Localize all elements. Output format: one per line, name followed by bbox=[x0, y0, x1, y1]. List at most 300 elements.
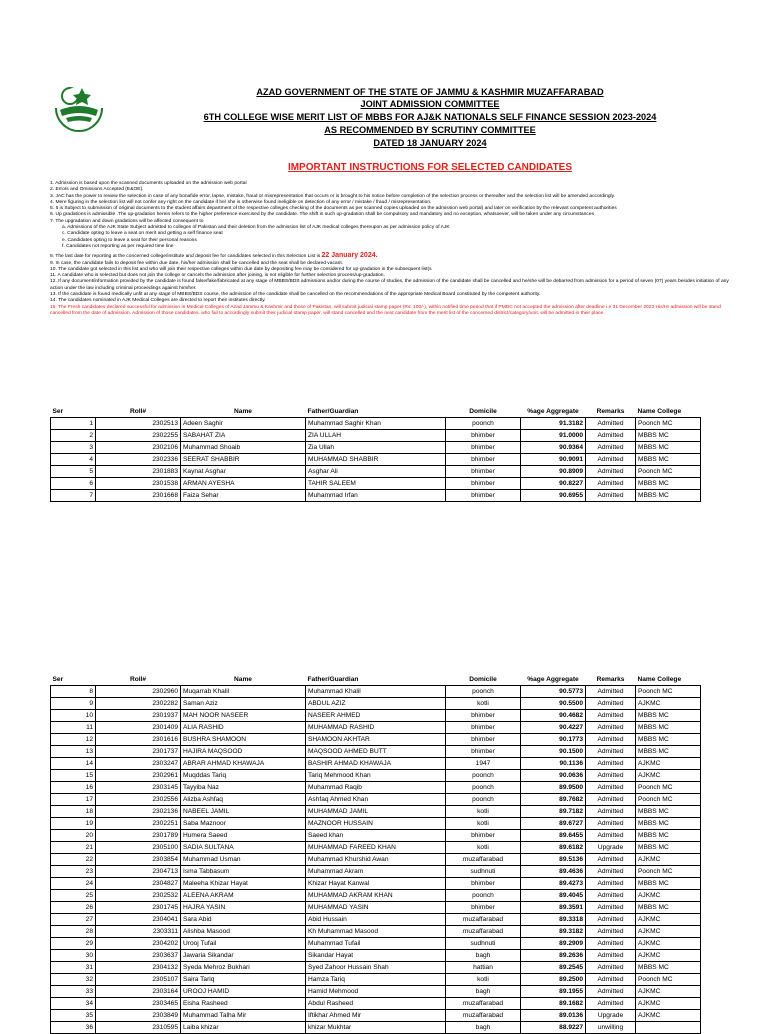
column-header-ser: Ser bbox=[52, 675, 64, 683]
cell-candidate-name: ALIA RASHID bbox=[181, 722, 306, 734]
column-header-roll-no: Roll# bbox=[129, 407, 147, 415]
cell-aggregate: 89.2500 bbox=[521, 974, 586, 986]
cell-aggregate: 89.4273 bbox=[521, 878, 586, 890]
cell-college: MBBS MC bbox=[636, 842, 701, 854]
cell-candidate-name: Faiza Sehar bbox=[181, 490, 306, 502]
table-row bbox=[51, 466, 701, 478]
cell-ser: 23 bbox=[51, 866, 96, 878]
cell-remarks: Admitted bbox=[586, 830, 636, 842]
cell-college: MBBS MC bbox=[636, 430, 701, 442]
cell-domicile: kotli bbox=[446, 818, 521, 830]
table-row bbox=[51, 842, 701, 854]
table-row bbox=[51, 454, 701, 466]
cell-father-guardian: Muhammad Khalil bbox=[306, 686, 446, 698]
cell-father-guardian: khizar Mukhtar bbox=[306, 1022, 446, 1034]
cell-father-guardian: MAQSOOD AHMED BUTT bbox=[306, 746, 446, 758]
cell-ser: 27 bbox=[51, 914, 96, 926]
cell-remarks: Admitted bbox=[586, 710, 636, 722]
cell-father-guardian: Saeed khan bbox=[306, 830, 446, 842]
cell-aggregate: 90.1773 bbox=[521, 734, 586, 746]
table-row bbox=[51, 442, 701, 454]
table-row bbox=[51, 478, 701, 490]
column-header-ser: Ser bbox=[52, 407, 64, 415]
table-row bbox=[51, 998, 701, 1010]
cell-ser: 28 bbox=[51, 926, 96, 938]
cell-ser: 30 bbox=[51, 950, 96, 962]
cell-aggregate: 90.5773 bbox=[521, 686, 586, 698]
cell-aggregate: 89.9500 bbox=[521, 782, 586, 794]
cell-domicile: kotli bbox=[446, 842, 521, 854]
cell-aggregate: 89.3182 bbox=[521, 926, 586, 938]
cell-candidate-name: ABRAR AHMAD KHAWAJA bbox=[181, 758, 306, 770]
cell-remarks: Admitted bbox=[586, 998, 636, 1010]
cell-ser: 7 bbox=[51, 490, 96, 502]
cell-domicile: poonch bbox=[446, 782, 521, 794]
cell-father-guardian: Iftikhar Ahmed Mir bbox=[306, 1010, 446, 1022]
cell-remarks: Admitted bbox=[586, 890, 636, 902]
cell-roll-no: 2303164 bbox=[96, 986, 181, 998]
cell-college: Poonch MC bbox=[636, 794, 701, 806]
cell-aggregate: 89.4045 bbox=[521, 890, 586, 902]
cell-remarks: unwilling bbox=[586, 1022, 636, 1034]
cell-remarks: Admitted bbox=[586, 758, 636, 770]
cell-ser: 6 bbox=[51, 478, 96, 490]
header-list-title: 6TH COLLEGE WISE MERIT LIST OF MBBS FOR AJ&K NATIONALS SELF FINANCE SESSION 2023-2024 bbox=[203, 112, 657, 122]
cell-aggregate: 89.1955 bbox=[521, 986, 586, 998]
cell-remarks: Admitted bbox=[586, 734, 636, 746]
table-row bbox=[51, 686, 701, 698]
cell-candidate-name: Muqarrab Khalil bbox=[181, 686, 306, 698]
cell-college: MBBS MC bbox=[636, 454, 701, 466]
cell-domicile: muzaffarabad bbox=[446, 998, 521, 1010]
cell-remarks: Admitted bbox=[586, 698, 636, 710]
cell-father-guardian: Tariq Mehmood Khan bbox=[306, 770, 446, 782]
cell-ser: 17 bbox=[51, 794, 96, 806]
cell-aggregate: 89.2909 bbox=[521, 938, 586, 950]
instructions-title: IMPORTANT INSTRUCTIONS FOR SELECTED CANDIDATES bbox=[287, 162, 573, 173]
column-header-remarks: Remarks bbox=[596, 675, 625, 683]
cell-domicile: kotli bbox=[446, 974, 521, 986]
cell-ser: 10 bbox=[51, 710, 96, 722]
table-row bbox=[51, 962, 701, 974]
cell-father-guardian: Syed Zahoor Hussain Shah bbox=[306, 962, 446, 974]
cell-ser: 1 bbox=[51, 418, 96, 430]
cell-father-guardian: TAHIR SALEEM bbox=[306, 478, 446, 490]
cell-domicile: bhimber bbox=[446, 490, 521, 502]
table-row bbox=[51, 902, 701, 914]
cell-remarks: Admitted bbox=[586, 938, 636, 950]
cell-domicile: bhimber bbox=[446, 746, 521, 758]
cell-ser: 24 bbox=[51, 878, 96, 890]
cell-college: AJKMC bbox=[636, 914, 701, 926]
table-row bbox=[51, 418, 701, 430]
cell-college: AJKMC bbox=[636, 986, 701, 998]
cell-aggregate: 90.4227 bbox=[521, 722, 586, 734]
cell-candidate-name: Muhammad Shoaib bbox=[181, 442, 306, 454]
cell-father-guardian: MUHAMMAD JAMIL bbox=[306, 806, 446, 818]
cell-roll-no: 2304713 bbox=[96, 866, 181, 878]
cell-college: AJKMC bbox=[636, 758, 701, 770]
header-government: AZAD GOVERNMENT OF THE STATE OF JAMMU & KASHMIR MUZAFFARABAD bbox=[256, 87, 604, 97]
table-row bbox=[51, 806, 701, 818]
table-row bbox=[51, 794, 701, 806]
cell-aggregate: 89.4636 bbox=[521, 866, 586, 878]
cell-roll-no: 2304041 bbox=[96, 914, 181, 926]
cell-roll-no: 2305100 bbox=[96, 842, 181, 854]
instruction-3: 3. JAC has the power to review the selection in case of any bonafide error, lapse, mistake, fraud or misrepresentation that occurs or is brought to his notice before completion of the selection process or thereafter and the selection list will be amended accordingly. bbox=[50, 193, 616, 199]
column-header-candidate-name: Name bbox=[234, 407, 252, 415]
merit-table-2 bbox=[50, 674, 701, 1034]
cell-father-guardian: Abid Hussain bbox=[306, 914, 446, 926]
cell-candidate-name: Sara Abid bbox=[181, 914, 306, 926]
cell-remarks: Admitted bbox=[586, 902, 636, 914]
table-row bbox=[51, 782, 701, 794]
cell-roll-no: 2302282 bbox=[96, 698, 181, 710]
cell-aggregate: 89.1682 bbox=[521, 998, 586, 1010]
cell-college: MBBS MC bbox=[636, 830, 701, 842]
cell-remarks: Admitted bbox=[586, 490, 636, 502]
table-row bbox=[51, 746, 701, 758]
cell-aggregate: 89.5136 bbox=[521, 854, 586, 866]
cell-remarks: Admitted bbox=[586, 770, 636, 782]
cell-college: MBBS MC bbox=[636, 734, 701, 746]
cell-college: MBBS MC bbox=[636, 962, 701, 974]
cell-remarks: Admitted bbox=[586, 806, 636, 818]
table-row bbox=[51, 866, 701, 878]
cell-college: AJKMC bbox=[636, 770, 701, 782]
cell-domicile: 1947 bbox=[446, 758, 521, 770]
cell-candidate-name: Saba Maznoor bbox=[181, 818, 306, 830]
column-header-college: Name College bbox=[637, 675, 682, 683]
table-header-row bbox=[51, 406, 701, 418]
cell-college bbox=[636, 1022, 701, 1034]
instruction-14: 14. The candidates nominated in AJK Medical Colleges are directed to report their institutes directly. bbox=[50, 298, 266, 304]
cell-domicile: kotli bbox=[446, 698, 521, 710]
cell-candidate-name: SEERAT SHABBIR bbox=[181, 454, 306, 466]
table-row bbox=[51, 974, 701, 986]
cell-aggregate: 90.6955 bbox=[521, 490, 586, 502]
instruction-7: 7. The upgradation and down gradations will be affected consequent to bbox=[50, 218, 204, 224]
cell-candidate-name: NABEEL JAMIL bbox=[181, 806, 306, 818]
cell-ser: 2 bbox=[51, 430, 96, 442]
cell-domicile: bhimber bbox=[446, 902, 521, 914]
column-header-college: Name College bbox=[637, 407, 682, 415]
cell-domicile: bhimber bbox=[446, 430, 521, 442]
cell-remarks: Admitted bbox=[586, 454, 636, 466]
cell-roll-no: 2301937 bbox=[96, 710, 181, 722]
cell-aggregate: 89.2636 bbox=[521, 950, 586, 962]
cell-remarks: Admitted bbox=[586, 950, 636, 962]
cell-college: AJKMC bbox=[636, 938, 701, 950]
column-header-candidate-name: Name bbox=[234, 675, 252, 683]
cell-father-guardian: BASHIR AHMAD KHAWAJA bbox=[306, 758, 446, 770]
cell-roll-no: 2303465 bbox=[96, 998, 181, 1010]
cell-ser: 29 bbox=[51, 938, 96, 950]
table-row bbox=[51, 722, 701, 734]
cell-domicile: hattian bbox=[446, 962, 521, 974]
cell-college: MBBS MC bbox=[636, 478, 701, 490]
cell-aggregate: 90.1136 bbox=[521, 758, 586, 770]
cell-ser: 22 bbox=[51, 854, 96, 866]
cell-father-guardian: MUHAMMAD YASIN bbox=[306, 902, 446, 914]
header-date: DATED 18 JANUARY 2024 bbox=[373, 138, 487, 148]
cell-college: Poonch MC bbox=[636, 686, 701, 698]
cell-remarks: Admitted bbox=[586, 866, 636, 878]
cell-remarks: Admitted bbox=[586, 686, 636, 698]
cell-aggregate: 89.6727 bbox=[521, 818, 586, 830]
cell-father-guardian: Abdul Rasheed bbox=[306, 998, 446, 1010]
table-row bbox=[51, 890, 701, 902]
cell-roll-no: 2302961 bbox=[96, 770, 181, 782]
cell-college: MBBS MC bbox=[636, 878, 701, 890]
cell-candidate-name: Eisha Rasheed bbox=[181, 998, 306, 1010]
cell-father-guardian: Ashfaq Ahmed Khan bbox=[306, 794, 446, 806]
cell-father-guardian: NASEER AHMED bbox=[306, 710, 446, 722]
table-row bbox=[51, 818, 701, 830]
table-row bbox=[51, 830, 701, 842]
table-row bbox=[51, 1010, 701, 1022]
cell-aggregate: 90.4682 bbox=[521, 710, 586, 722]
cell-roll-no: 2303854 bbox=[96, 854, 181, 866]
cell-ser: 31 bbox=[51, 962, 96, 974]
table-row bbox=[51, 986, 701, 998]
cell-ser: 19 bbox=[51, 818, 96, 830]
cell-roll-no: 2303311 bbox=[96, 926, 181, 938]
cell-roll-no: 2302532 bbox=[96, 890, 181, 902]
cell-domicile: poonch bbox=[446, 686, 521, 698]
instruction-7a: a. Admissions of the AJK State Subject admitted to colleges of Pakistan and their deletion from the admission list of AJK medical colleges thereupon as per admission policy of AJK bbox=[62, 225, 450, 231]
cell-college: MBBS MC bbox=[636, 818, 701, 830]
table-header-row bbox=[51, 674, 701, 686]
cell-college: MBBS MC bbox=[636, 806, 701, 818]
cell-roll-no: 2301668 bbox=[96, 490, 181, 502]
column-header-domicile: Domicile bbox=[469, 675, 497, 683]
cell-remarks: Admitted bbox=[586, 442, 636, 454]
table-row bbox=[51, 926, 701, 938]
cell-college: MBBS MC bbox=[636, 442, 701, 454]
cell-ser: 18 bbox=[51, 806, 96, 818]
cell-domicile: bhimber bbox=[446, 466, 521, 478]
reporting-deadline: 22 January 2024. bbox=[321, 252, 378, 260]
cell-remarks: Admitted bbox=[586, 878, 636, 890]
cell-aggregate: 89.6455 bbox=[521, 830, 586, 842]
column-header-roll-no: Roll# bbox=[129, 675, 147, 683]
cell-college: Poonch MC bbox=[636, 866, 701, 878]
header-recommended: AS RECOMMENDED BY SCRUTINY COMMITTEE bbox=[324, 125, 536, 135]
cell-aggregate: 91.0000 bbox=[521, 430, 586, 442]
cell-college: AJKMC bbox=[636, 890, 701, 902]
cell-roll-no: 2303637 bbox=[96, 950, 181, 962]
cell-roll-no: 2301409 bbox=[96, 722, 181, 734]
cell-college: AJKMC bbox=[636, 698, 701, 710]
cell-college: Poonch MC bbox=[636, 466, 701, 478]
cell-father-guardian: ZIA ULLAH bbox=[306, 430, 446, 442]
instruction-8 bbox=[50, 253, 740, 260]
table-row bbox=[51, 698, 701, 710]
cell-remarks: Admitted bbox=[586, 466, 636, 478]
cell-domicile: bhimber bbox=[446, 830, 521, 842]
cell-father-guardian: Hamid Mehmood bbox=[306, 986, 446, 998]
cell-father-guardian: Khizar Hayat Kanwal bbox=[306, 878, 446, 890]
table-row bbox=[51, 914, 701, 926]
cell-father-guardian: MUHAMMAD AKRAM KHAN bbox=[306, 890, 446, 902]
cell-remarks: Admitted bbox=[586, 818, 636, 830]
table-row bbox=[51, 758, 701, 770]
cell-ser: 35 bbox=[51, 1010, 96, 1022]
instruction-2: 2. Errors and Omissions Accepted (E&OE). bbox=[50, 187, 144, 193]
cell-ser: 26 bbox=[51, 902, 96, 914]
cell-roll-no: 2304827 bbox=[96, 878, 181, 890]
instruction-9: 9. In case, the candidate fails to deposit fee within due date, his/her admission shall be cancelled and the seat shall be declared vacant. bbox=[50, 260, 344, 266]
cell-roll-no: 2301737 bbox=[96, 746, 181, 758]
cell-domicile: poonch bbox=[446, 890, 521, 902]
cell-roll-no: 2303849 bbox=[96, 1010, 181, 1022]
cell-ser: 13 bbox=[51, 746, 96, 758]
cell-candidate-name: Saira Tariq bbox=[181, 974, 306, 986]
cell-father-guardian: Muhammad Khurshid Awan bbox=[306, 854, 446, 866]
cell-father-guardian: MUHAMMAD SHABBIR bbox=[306, 454, 446, 466]
cell-aggregate: 90.0636 bbox=[521, 770, 586, 782]
column-header-domicile: Domicile bbox=[469, 407, 497, 415]
cell-father-guardian: Kh Muhammad Masood bbox=[306, 926, 446, 938]
cell-domicile: poonch bbox=[446, 418, 521, 430]
cell-candidate-name: Jawaria Sikandar bbox=[181, 950, 306, 962]
cell-college: AJKMC bbox=[636, 998, 701, 1010]
cell-father-guardian: MAZNOOR HUSSAIN bbox=[306, 818, 446, 830]
cell-domicile: bhimber bbox=[446, 710, 521, 722]
instruction-13: 13. If the candidate is found medically unfit at any stage of MBBS/BDS course, the admission of the candidate shall be cancelled on the recommendations of the appropriate Medical Board constituted by the competent authority. bbox=[50, 292, 541, 298]
column-header-father-guardian: Father/Guardian bbox=[307, 407, 359, 415]
cell-domicile: muzaffarabad bbox=[446, 854, 521, 866]
cell-aggregate: 89.2545 bbox=[521, 962, 586, 974]
cell-ser: 20 bbox=[51, 830, 96, 842]
cell-domicile: bhimber bbox=[446, 478, 521, 490]
cell-roll-no: 2301789 bbox=[96, 830, 181, 842]
cell-ser: 25 bbox=[51, 890, 96, 902]
cell-remarks: Admitted bbox=[586, 430, 636, 442]
cell-ser: 11 bbox=[51, 722, 96, 734]
cell-college: MBBS MC bbox=[636, 722, 701, 734]
column-header-aggregate: %age Aggregate bbox=[527, 407, 579, 415]
instruction-1: 1. Admission is based upon the scanned documents uploaded on the admission web portal bbox=[50, 181, 247, 186]
cell-ser: 12 bbox=[51, 734, 96, 746]
cell-aggregate: 89.0136 bbox=[521, 1010, 586, 1022]
cell-college: Poonch MC bbox=[636, 782, 701, 794]
cell-father-guardian: Muhammad Tufail bbox=[306, 938, 446, 950]
cell-domicile: sudhnuti bbox=[446, 938, 521, 950]
column-header-aggregate: %age Aggregate bbox=[527, 675, 579, 683]
cell-aggregate: 90.8227 bbox=[521, 478, 586, 490]
cell-candidate-name: Humera Saeed bbox=[181, 830, 306, 842]
cell-father-guardian: Muhammad Akram bbox=[306, 866, 446, 878]
cell-remarks: Admitted bbox=[586, 914, 636, 926]
cell-aggregate: 89.7682 bbox=[521, 794, 586, 806]
ajk-emblem-logo bbox=[48, 78, 110, 140]
cell-roll-no: 2301538 bbox=[96, 478, 181, 490]
cell-roll-no: 2302960 bbox=[96, 686, 181, 698]
instruction-15: 15. The Fresh candidates declared successful for admission in Medical Colleges of Azad Jammu & Kashmir and those of Pakistan, will submit judicial stamp paper (Rs. 100/-), within notified time period that if PMDC not accepted the admission after deadline i.e 31 December 2023 His/Hr admission will be stand cancelled from the date of admission. Admission of those candidates, who fail to accordingly submit their judicial stamp paper, will stand cancelled and the next candidate from the merit list of the concerned district/category/unit, will be admitted in their place. bbox=[50, 304, 721, 316]
cell-roll-no: 2304202 bbox=[96, 938, 181, 950]
cell-domicile: bhimber bbox=[446, 722, 521, 734]
cell-candidate-name: Adeen Saghir bbox=[181, 418, 306, 430]
cell-remarks: Admitted bbox=[586, 986, 636, 998]
cell-aggregate: 91.3182 bbox=[521, 418, 586, 430]
cell-aggregate: 89.6182 bbox=[521, 842, 586, 854]
table-row bbox=[51, 430, 701, 442]
cell-aggregate: 90.9364 bbox=[521, 442, 586, 454]
cell-ser: 3 bbox=[51, 442, 96, 454]
cell-roll-no: 2310595 bbox=[96, 1022, 181, 1034]
cell-candidate-name: BUSHRA SHAMOON bbox=[181, 734, 306, 746]
instruction-11: 11. A candidate who is selected but does not join the college or cancels the admission after joining, is not eligible for further selection process/up-gradation. bbox=[50, 273, 385, 279]
column-header-remarks: Remarks bbox=[596, 407, 625, 415]
cell-domicile: bagh bbox=[446, 986, 521, 998]
cell-ser: 14 bbox=[51, 758, 96, 770]
cell-ser: 32 bbox=[51, 974, 96, 986]
cell-candidate-name: ALEENA AKRAM bbox=[181, 890, 306, 902]
cell-aggregate: 90.5500 bbox=[521, 698, 586, 710]
instruction-8-text: 8. The last date for reporting at the concerned college/institute and deposit fee for candidates selected in this Selection List is bbox=[50, 254, 321, 260]
table-row bbox=[51, 710, 701, 722]
cell-aggregate: 89.3591 bbox=[521, 902, 586, 914]
cell-roll-no: 2302251 bbox=[96, 818, 181, 830]
cell-candidate-name: Tayyiba Naz bbox=[181, 782, 306, 794]
cell-remarks: Upgrade bbox=[586, 842, 636, 854]
cell-father-guardian: Sikandar Hayat bbox=[306, 950, 446, 962]
cell-candidate-name: Muqddas Tariq bbox=[181, 770, 306, 782]
cell-candidate-name: ARMAN AYESHA bbox=[181, 478, 306, 490]
cell-roll-no: 2302556 bbox=[96, 794, 181, 806]
cell-domicile: sudhnuti bbox=[446, 866, 521, 878]
cell-father-guardian: Muhammad Irfan bbox=[306, 490, 446, 502]
cell-college: MBBS MC bbox=[636, 710, 701, 722]
column-header-father-guardian: Father/Guardian bbox=[307, 675, 359, 683]
cell-remarks: Admitted bbox=[586, 854, 636, 866]
cell-roll-no: 2302136 bbox=[96, 806, 181, 818]
cell-ser: 5 bbox=[51, 466, 96, 478]
cell-candidate-name: HAJIRA MAQSOOD bbox=[181, 746, 306, 758]
cell-candidate-name: Kaynat Asghar bbox=[181, 466, 306, 478]
cell-father-guardian: MUHAMMAD RASHID bbox=[306, 722, 446, 734]
table-row bbox=[51, 950, 701, 962]
cell-remarks: Admitted bbox=[586, 782, 636, 794]
cell-roll-no: 2303145 bbox=[96, 782, 181, 794]
table-row bbox=[51, 770, 701, 782]
cell-ser: 34 bbox=[51, 998, 96, 1010]
cell-ser: 15 bbox=[51, 770, 96, 782]
cell-college: MBBS MC bbox=[636, 746, 701, 758]
cell-remarks: Admitted bbox=[586, 926, 636, 938]
cell-roll-no: 2301883 bbox=[96, 466, 181, 478]
cell-candidate-name: UROOJ HAMID bbox=[181, 986, 306, 998]
instructions-block bbox=[50, 181, 740, 317]
cell-domicile: poonch bbox=[446, 770, 521, 782]
cell-domicile: kotli bbox=[446, 806, 521, 818]
instruction-10: 10. The candidate got selected in this list and who will join their respective colleges within due date by depositing fee may be considered for up-gradation in the subsequent list(s bbox=[50, 266, 432, 272]
cell-roll-no: 2303247 bbox=[96, 758, 181, 770]
cell-father-guardian: Hamza Tariq bbox=[306, 974, 446, 986]
cell-remarks: Admitted bbox=[586, 746, 636, 758]
cell-college: AJKMC bbox=[636, 926, 701, 938]
cell-domicile: muzaffarabad bbox=[446, 1010, 521, 1022]
cell-roll-no: 2301616 bbox=[96, 734, 181, 746]
cell-domicile: bhimber bbox=[446, 878, 521, 890]
cell-ser: 16 bbox=[51, 782, 96, 794]
table-row bbox=[51, 878, 701, 890]
cell-roll-no: 2301745 bbox=[96, 902, 181, 914]
cell-candidate-name: Alishba Masood bbox=[181, 926, 306, 938]
cell-roll-no: 2302106 bbox=[96, 442, 181, 454]
